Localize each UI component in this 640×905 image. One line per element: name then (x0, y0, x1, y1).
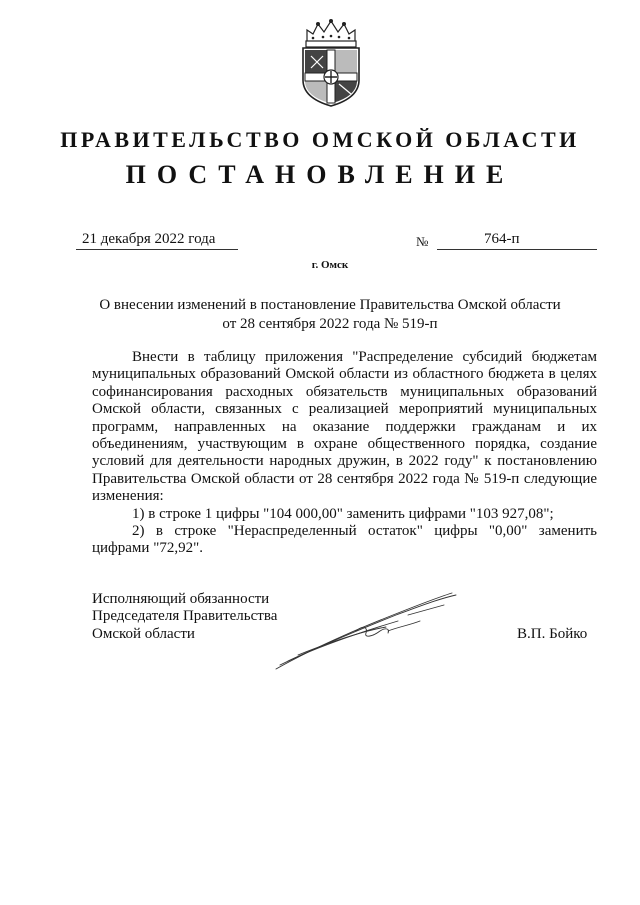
date-underline (76, 249, 238, 250)
body-item-1: 1) в строке 1 цифры "104 000,00" заменить цифрами "103 927,08"; (132, 505, 554, 522)
number-underline (437, 249, 597, 250)
document-subject (80, 296, 580, 334)
signatory-title (92, 591, 277, 643)
document-date: 21 декабря 2022 года (82, 231, 216, 247)
signatory-title-line-1: Исполняющий обязанности (92, 591, 270, 607)
document-number: 764-п (484, 231, 520, 247)
subject-line-2: от 28 сентября 2022 года № 519-п (222, 316, 438, 332)
signatory-title-line-3: Омской области (92, 625, 195, 642)
handwritten-signature-icon (268, 585, 468, 675)
number-sign: № (416, 234, 429, 249)
body-item-2: 2) в строке "Нераспределенный остаток" цифры "0,00" заменить цифрами "72,92". (92, 523, 597, 557)
document-city: г. Омск (311, 259, 349, 271)
document-type: ПОСТАНОВЛЕНИЕ (125, 160, 515, 189)
coat-of-arms-icon (293, 18, 369, 108)
document-body (92, 349, 597, 558)
signer-name: В.П. Бойко (517, 626, 588, 642)
body-paragraph: Внести в таблицу приложения "Распределение субсидий бюджетам муниципальных образований Омской области из областного бюджета в целях софинансирования расходных обязательств муниципальных образований Омской области, связанных с реализацией мероприятий муниципальных программ, направленных на оказание поддержки гражданам и их объединениям, участвующим в охране общественного порядка, создание условий для деятельности народных дружин, в 2022 году" к постановлению Правительства Омской области от 28 сентября 2022 года № 519-п следующие изменения: (92, 349, 597, 505)
government-name: ПРАВИТЕЛЬСТВО ОМСКОЙ ОБЛАСТИ (60, 127, 580, 152)
subject-line-1: О внесении изменений в постановление Правительства Омской области (99, 297, 561, 313)
signatory-title-line-2: Председателя Правительства (92, 608, 278, 625)
